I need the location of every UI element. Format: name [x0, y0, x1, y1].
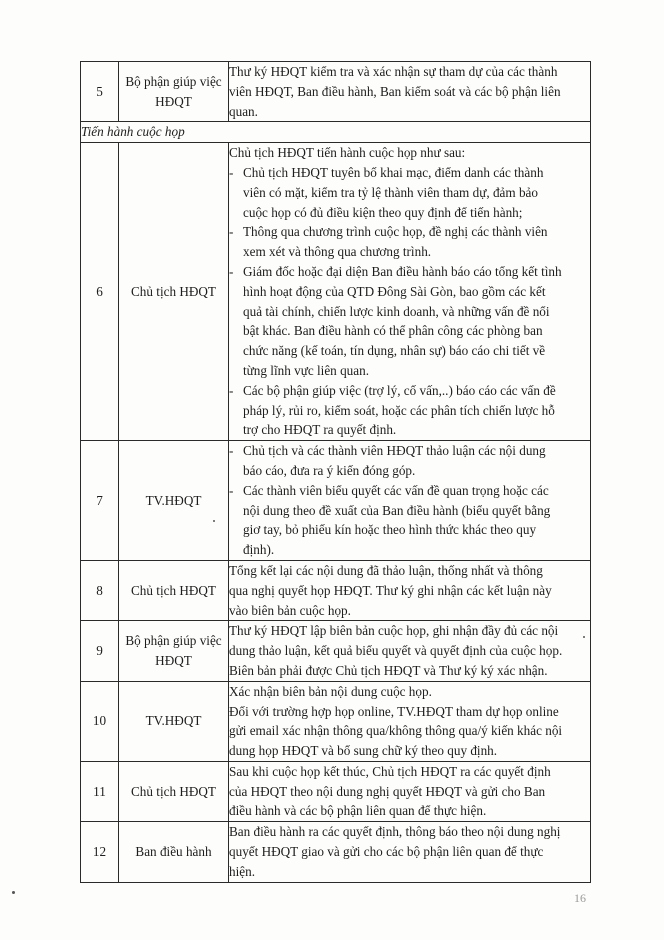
section-row — [81, 122, 591, 143]
description-line: Thư ký HĐQT lập biên bản cuộc họp, ghi nhận đầy đủ các nội — [229, 623, 559, 639]
scan-speck — [213, 520, 215, 522]
meeting-procedure-table — [80, 61, 591, 883]
step-number: 6 — [81, 143, 119, 441]
description-line: vào biên bản cuộc họp. — [229, 602, 351, 618]
description-line: điều hành và các bộ phận liên quan để thực hiện. — [229, 803, 487, 819]
bullet-line: Chủ tịch HĐQT tuyên bố khai mạc, điểm danh các thành — [243, 164, 544, 180]
bullet-item — [229, 441, 590, 481]
description-line: quyết HĐQT giao và gửi cho các bộ phận liên quan để thực — [229, 844, 544, 860]
step-description — [229, 621, 591, 681]
bullet-line: trợ cho HĐQT ra quyết định. — [243, 422, 397, 438]
responsible-party: TV.HĐQT — [119, 441, 229, 561]
bullet-item — [229, 481, 590, 560]
description-line: Sau khi cuộc họp kết thúc, Chủ tịch HĐQT ra các quyết định — [229, 763, 551, 779]
step-description — [229, 441, 591, 561]
table-row — [81, 441, 591, 561]
responsible-party: Bộ phận giúp việc HĐQT — [119, 621, 229, 681]
responsible-party: Chủ tịch HĐQT — [119, 560, 229, 620]
step-number: 11 — [81, 761, 119, 821]
step-number: 8 — [81, 560, 119, 620]
responsible-party: Bộ phận giúp việc HĐQT — [119, 62, 229, 122]
description-line: gửi email xác nhận thông qua/không thông qua/ý kiến khác nội — [229, 723, 563, 739]
bullet-item — [229, 262, 590, 381]
description-line: Đối với trường hợp họp online, TV.HĐQT tham dự họp online — [229, 703, 559, 719]
responsible-party: Chủ tịch HĐQT — [119, 143, 229, 441]
bullet-item — [229, 222, 590, 262]
bullet-line: Chủ tịch và các thành viên HĐQT thảo luận các nội dung — [243, 443, 546, 459]
step-description — [229, 761, 591, 821]
description-line: Xác nhận biên bản nội dung cuộc họp. — [229, 683, 432, 699]
bullet-text — [243, 381, 590, 440]
dash-marker: - — [229, 443, 234, 459]
table-row — [81, 681, 591, 761]
description-line: Thư ký HĐQT kiểm tra và xác nhận sự tham dự của các thành — [229, 64, 558, 79]
section-label: Tiến hành cuộc họp — [81, 122, 591, 143]
bullet-text — [243, 441, 590, 481]
responsible-party: Ban điều hành — [119, 822, 229, 882]
table-row — [81, 761, 591, 821]
description-line: dung họp HĐQT và bổ sung chữ ký theo quy định. — [229, 743, 498, 759]
bullet-line: Các thành viên biểu quyết các vấn đề quan trọng hoặc các — [243, 482, 549, 498]
step-number: 9 — [81, 621, 119, 681]
bullet-line: Thông qua chương trình cuộc họp, đề nghị các thành viên — [243, 224, 548, 240]
page-number: 16 — [574, 891, 586, 905]
responsible-party: Chủ tịch HĐQT — [119, 761, 229, 821]
description-intro: Chủ tịch HĐQT tiến hành cuộc họp như sau: — [229, 145, 466, 161]
table-row — [81, 621, 591, 681]
bullet-text — [243, 222, 590, 262]
step-description — [229, 62, 591, 122]
responsible-party: TV.HĐQT — [119, 681, 229, 761]
bullet-line: chức năng (kế toán, tín dụng, nhân sự) báo cáo chi tiết về — [243, 343, 546, 359]
dash-marker: - — [229, 482, 234, 498]
bullet-text — [243, 481, 590, 560]
description-line: Tổng kết lại các nội dung đã thảo luận, thống nhất và thông — [229, 562, 543, 578]
bullet-line: Các bộ phận giúp việc (trợ lý, cố vấn,..) báo cáo các vấn đề — [243, 382, 556, 398]
step-number: 12 — [81, 822, 119, 882]
table-row — [81, 143, 591, 441]
table-row — [81, 62, 591, 122]
description-line: viên HĐQT, Ban điều hành, Ban kiểm soát và các bộ phận liên — [229, 83, 561, 99]
bullet-line: quả tài chính, chiến lược kinh doanh, và những vấn đề nổi — [243, 303, 550, 319]
bullet-line: pháp lý, rủi ro, kiểm soát, hoặc các phân tích chiến lược hỗ — [243, 402, 555, 418]
step-number: 7 — [81, 441, 119, 561]
bullet-line: bật khác. Ban điều hành có thể phân công các phòng ban — [243, 323, 543, 339]
bullet-line: từng lĩnh vực liên quan. — [243, 362, 370, 378]
scan-speck — [583, 636, 585, 638]
bullet-line: hình hoạt động của QTD Đông Sài Gòn, bao gồm các kết — [243, 283, 546, 299]
step-description — [229, 560, 591, 620]
bullet-text — [243, 262, 590, 381]
bullet-line: nội dung theo đề xuất của Ban điều hành (biểu quyết bằng — [243, 502, 551, 518]
step-number: 5 — [81, 62, 119, 122]
description-line: qua nghị quyết họp HĐQT. Thư ký ghi nhận các kết luận này — [229, 582, 552, 598]
bullet-line: cuộc họp có đủ điều kiện theo quy định để tiến hành; — [243, 204, 523, 220]
table-row — [81, 560, 591, 620]
description-line: Biên bản phải được Chủ tịch HĐQT và Thư ký ký xác nhận. — [229, 662, 548, 678]
bullet-line: xem xét và thông qua chương trình. — [243, 244, 432, 260]
bullet-line: Giám đốc hoặc đại diện Ban điều hành báo cáo tổng kết tình — [243, 263, 562, 279]
bullet-line: giơ tay, bỏ phiếu kín hoặc theo hình thức khác theo quy — [243, 522, 537, 538]
dash-marker: - — [229, 382, 234, 398]
description-line: quan. — [229, 103, 258, 119]
dash-marker: - — [229, 164, 234, 180]
bullet-text — [243, 163, 590, 222]
description-line: hiện. — [229, 863, 256, 879]
dash-marker: - — [229, 263, 234, 279]
step-description — [229, 143, 591, 441]
scan-speck — [12, 891, 15, 894]
description-line: của HĐQT theo nội dung nghị quyết HĐQT và gửi cho Ban — [229, 783, 546, 799]
bullet-item — [229, 163, 590, 222]
step-description — [229, 681, 591, 761]
description-line: dung thảo luận, kết quả biểu quyết và quyết định của cuộc họp. — [229, 643, 563, 659]
description-line: Ban điều hành ra các quyết định, thông báo theo nội dung nghị — [229, 824, 561, 840]
bullet-line: định). — [243, 542, 275, 558]
dash-marker: - — [229, 224, 234, 240]
bullet-line: báo cáo, đưa ra ý kiến đóng góp. — [243, 462, 416, 478]
table-row — [81, 822, 591, 882]
step-description — [229, 822, 591, 882]
step-number: 10 — [81, 681, 119, 761]
bullet-line: viên có mặt, kiểm tra tỷ lệ thành viên tham dự, đảm bảo — [243, 184, 538, 200]
bullet-item — [229, 381, 590, 440]
